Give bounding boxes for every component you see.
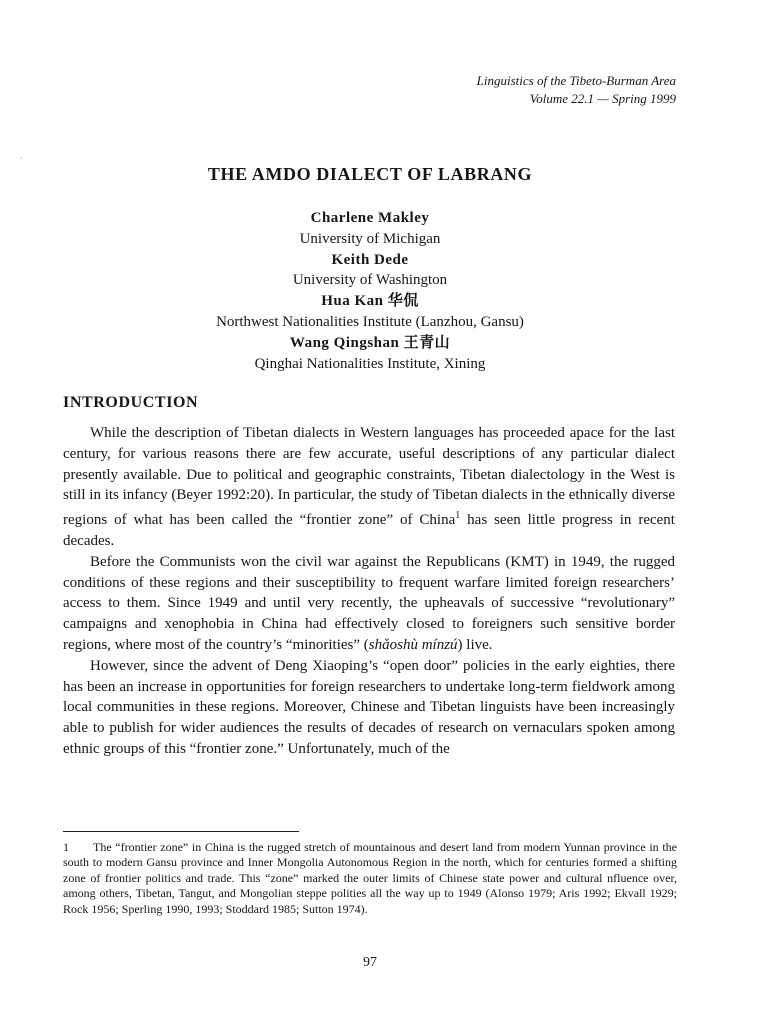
author-name: Wang Qingshan 王青山 [289,334,451,351]
footnote-divider [63,831,299,832]
italic-term: shǎoshù mínzú [368,636,458,653]
author-affiliation: University of Washington [292,272,448,289]
footnote-number: 1 [63,840,69,854]
paragraph [63,423,675,552]
paragraph-text: has seen little progress in recent decades. [63,512,675,549]
author-block [0,208,740,374]
scan-mark: ʻ [20,155,23,164]
paragraph-text: However, since the advent of Deng Xiaoping’s “open door” policies in the early eighties, there has been an increase in opportunities for foreign researchers to undertake long-term fieldwork among local communities in these regions. Moreover, Chinese and Tibetan linguists have been increasingly able to publish for wider audiences the results of decades of research on vernaculars spoken among ethnic groups of this “frontier zone.” Unfortunately, much of the [63,657,675,757]
section-heading: INTRODUCTION [63,394,199,411]
body-text [63,423,675,760]
author-name: Keith Dede [331,251,409,268]
paragraph [63,552,675,656]
footnote-reference[interactable]: 1 [455,510,461,522]
author-name: Hua Kan 华侃 [321,293,419,310]
footnote-text: The “frontier zone” in China is the rugged stretch of mountainous and desert land from modern Yunnan province in the south to modern Gansu province and Inner Mongolia Autonomous Region in the north, which for centuries formed a shifting zone of frontier politics and trade. This “zone” marked the outer limits of Chinese state power and cultural nfluence over, among others, Tibetan, Tangut, and Mongolian steppe polities all the way up to 1949 (Alonso 1979; Aris 1992; Ekvall 1929; Rock 1956; Sperling 1990, 1993; Stoddard 1985; Sutton 1974). [63,840,677,916]
author-name: Charlene Makley [310,210,430,226]
author-affiliation: Qinghai Nationalities Institute, Xining [254,355,486,372]
paragraph-text: ) live. [457,636,493,653]
journal-name: Linguistics of the Tibeto-Burman Area [476,73,676,88]
author-affiliation: University of Michigan [299,230,441,247]
article-title: THE AMDO DIALECT OF LABRANG [207,164,533,184]
paragraph [63,656,675,760]
paragraph-text: While the description of Tibetan dialects in Western languages has proceeded apace for the last century, for various reasons there are few accurate, useful descriptions of any particular dialect presently available. Due to political and geographic constraints, Tibetan dialectology in the West is still in its infancy (Beyer 1992:20). In particular, the study of Tibetan dialects in the ethnically diverse regions of what has been called the “frontier zone” of China [63,425,675,529]
volume-issue: Volume 22.1 — Spring 1999 [529,91,676,106]
paragraph-text: Before the Communists won the civil war against the Republicans (KMT) in 1949, the rugged conditions of these regions and their susceptibility to frequent warfare limited foreign researchers’ access to them. Since 1949 and until very recently, the upheavals of successive “revolutionary” campaigns and xenophobia in China had effectively closed to foreigners such sensitive border regions, where most of the country’s “minorities” ( [63,553,675,653]
footnote [63,840,677,917]
running-header [477,72,676,108]
page-number: 97 [363,955,377,970]
author-affiliation: Northwest Nationalities Institute (Lanzhou, Gansu) [216,313,524,330]
